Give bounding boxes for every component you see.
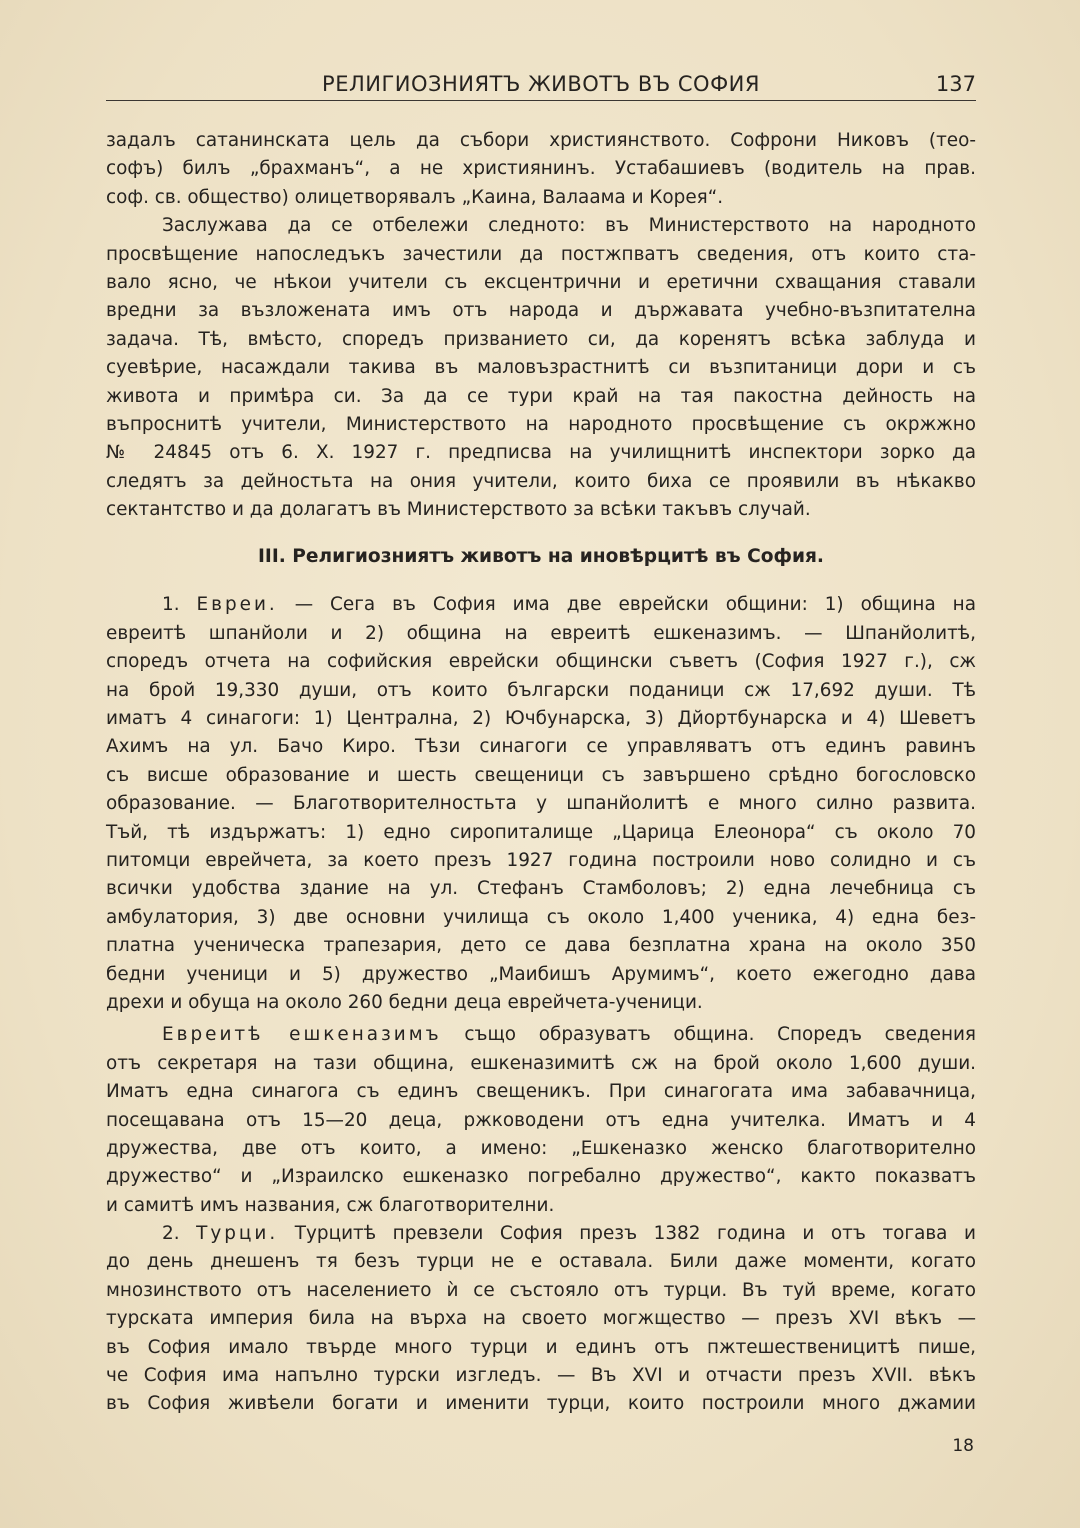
text-line: амбулатория, 3) две основни училища съ около 1,400 ученика, 4) една без-	[106, 906, 976, 928]
paragraph-2	[106, 212, 976, 524]
text-line: на брой 19,330 души, отъ които български поданици сж 17,692 души. Тѣ	[106, 679, 976, 701]
text-line: съ висше образование и шесть свещеници съ завършено срѣдно богословско	[106, 764, 976, 786]
section-heading: III. Религиозниятъ животъ на иновѣрцитѣ въ София.	[258, 546, 824, 568]
text-line: въ София живѣели богати и именити турци, които построили много джамии	[106, 1393, 976, 1415]
text-line: иматъ 4 синагоги: 1) Централна, 2) Ючбунарска, 3) Дйортбунарска и 4) Шеветъ	[106, 708, 976, 730]
running-title: РЕЛИГИОЗНИЯТЪ ЖИВОТЪ ВЪ СОФИЯ	[322, 72, 760, 96]
text-line: Ахимъ на ул. Бачо Киро. Тѣзи синагоги се управляватъ отъ единъ равинъ	[106, 736, 976, 758]
text-line: задача. Тѣ, вмѣсто, споредъ призванието си, да коренятъ всѣка заблуда и	[106, 328, 976, 350]
text-line: дружества, две отъ които, а имено: „Ешкеназко женско благотворително	[106, 1137, 976, 1159]
line-text: Турцитѣ превзели София презъ 1382 година и отъ тогава и	[294, 1223, 976, 1245]
text-line: питомци еврейчета, за което презъ 1927 година построили ново солидно и съ	[106, 849, 976, 871]
text-line: посещавана отъ 15—20 деца, ржководени отъ една учителка. Иматъ и 4	[106, 1109, 976, 1131]
text-line: № 24845 отъ 6. X. 1927 г. предписва на училищнитѣ инспектори зорко да	[106, 442, 976, 464]
spaced-term: Турци.	[196, 1223, 279, 1245]
body-text	[106, 127, 976, 1419]
text-line: вредни за възложената имъ отъ народа и държавата учебно-възпитателна	[106, 300, 976, 322]
spaced-term: Евреитѣ ешкеназимъ	[162, 1024, 442, 1046]
line-text: също образуватъ община. Споредъ сведения	[464, 1024, 976, 1046]
text-line: турската империя била на върха на своето могжщество — презъ XVI вѣкъ —	[106, 1308, 976, 1330]
text-line: соф. св. общество) олицетворявалъ „Каина, Валаама и Корея“.	[106, 186, 724, 208]
text-line: Иматъ една синагога съ единъ свещеникъ. При синагогата има забавачница,	[106, 1081, 976, 1103]
spaced-term: Евреи.	[196, 594, 278, 616]
text-line	[106, 1220, 976, 1248]
text-line: бедни ученици и 5) дружество „Маибишъ Арумимъ“, което ежегодно дава	[106, 963, 976, 985]
paragraph-ashkenazim	[106, 1021, 976, 1220]
item-number: 2.	[162, 1223, 180, 1245]
text-line: живота и примѣра си. За да се тури край на тая пакостна дейность на	[106, 385, 976, 407]
text-line: че София има напълно турски изгледъ. — Въ XVI и отчасти презъ XVII. вѣкъ	[106, 1365, 976, 1387]
text-line: въпроснитѣ учители, Министерството на народното просвѣщение съ окржжно	[106, 413, 976, 435]
text-line: образование. — Благотворителностьта у шпанйолитѣ е много силно развита.	[106, 793, 976, 815]
page-number: 137	[935, 72, 976, 96]
text-line: мнозинството отъ населението ѝ се състояло отъ турци. Въ туй време, когато	[106, 1279, 976, 1301]
text-line: дрехи и обуща на около 260 бедни деца еврейчета-ученици.	[106, 991, 703, 1013]
text-line: суевѣрие, насаждали такива въ маловъзрастнитѣ си възпитаници дори и съ	[106, 357, 976, 379]
line-text: — Сега въ София има две еврейски общини: 1) община на	[294, 594, 976, 616]
text-line: дружество“ и „Израилско ешкеназко погребално дружество“, както показватъ	[106, 1166, 976, 1188]
text-line: Заслужава да се отбележи следното: въ Министерството на народното	[162, 215, 976, 237]
text-line	[106, 1021, 976, 1049]
text-line: и самитѣ имъ названия, сж благотворителни.	[106, 1194, 555, 1216]
signature-mark: 18	[952, 1436, 974, 1456]
paragraph-jews	[106, 591, 976, 1017]
text-line: до день днешенъ тя безъ турци не е оставала. Били даже моменти, когато	[106, 1251, 976, 1273]
text-line: всички удобства здание на ул. Стефанъ Стамболовъ; 2) една лечебница съ	[106, 878, 976, 900]
text-line: платна ученическа трапезария, дето се дава безплатна храна на около 350	[106, 935, 976, 957]
item-number: 1.	[162, 594, 180, 616]
text-line: въ София имало твърде много турци и единъ отъ пжтешественицитѣ пише,	[106, 1336, 976, 1358]
text-line: софъ) билъ „брахманъ“, а не християнинъ. Устабашиевъ (водитель на прав.	[106, 158, 976, 180]
paragraph-1	[106, 127, 976, 212]
text-line: задалъ сатанинската цель да събори християнството. Софрони Никовъ (тео-	[106, 130, 976, 151]
text-line: споредъ отчета на софийския еврейски общински съветъ (София 1927 г.), сж	[106, 651, 976, 673]
text-line: Тъй, тѣ издържатъ: 1) едно сиропиталище „Царица Елеонора“ съ около 70	[106, 821, 976, 843]
text-line	[106, 591, 976, 619]
text-line: вало ясно, че нѣкои учители съ ексцентрични и еретични схващания ставали	[106, 271, 976, 293]
text-line: евреитѣ шпанйоли и 2) община на евреитѣ ешкеназимъ. — Шпанйолитѣ,	[106, 622, 976, 644]
text-line: отъ секретаря на тази община, ешкеназимитѣ сж на брой около 1,600 души.	[106, 1052, 976, 1074]
running-header	[106, 70, 976, 101]
text-line: просвѣщение напоследъкъ зачестили да постжпватъ сведения, отъ които ста-	[106, 243, 976, 265]
text-line: следятъ за дейностьта на ония учители, които биха се проявили въ нѣкакво	[106, 470, 976, 492]
paragraph-turks	[106, 1220, 976, 1419]
text-line: сектантство и да долагатъ въ Министерството за всѣки такъвъ случай.	[106, 499, 811, 521]
